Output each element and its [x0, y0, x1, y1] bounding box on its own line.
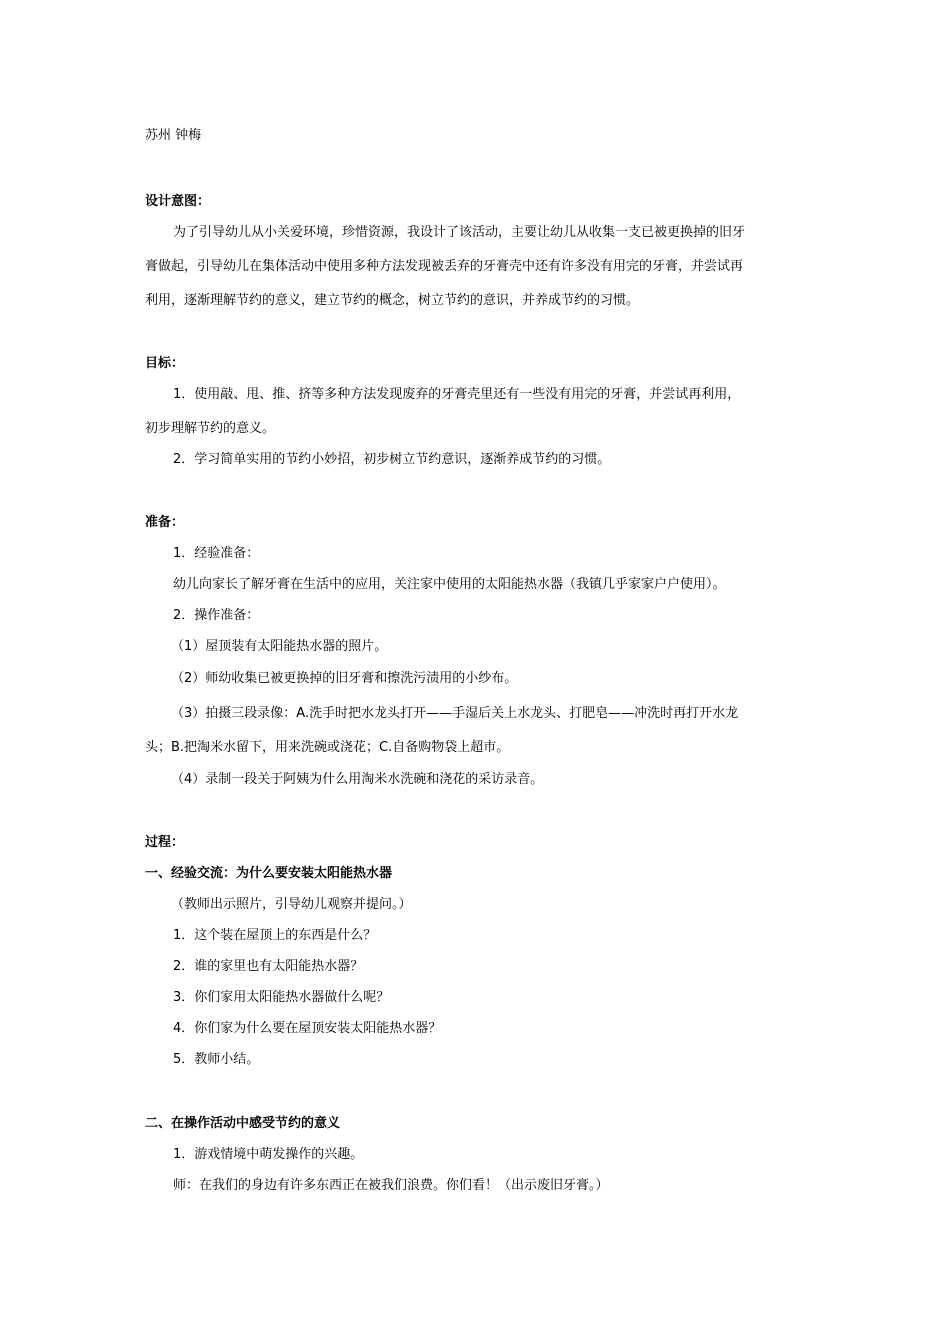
section-2-title: 二、在操作活动中感受节约的意义 [145, 1116, 341, 1131]
design-intent-line-2: 膏做起，引导幼儿在集体活动中使用多种方法发现被丢弃的牙膏壳中还有许多没有用完的牙膏，并尝试再 [145, 259, 744, 274]
preparation-line-6: （3）拍摄三段录像：A.洗手时把水龙头打开——手湿后关上水龙头、打肥皂——冲洗时再打开水龙 [171, 706, 739, 721]
preparation-line-2: 幼儿向家长了解牙膏在生活中的应用，关注家中使用的太阳能热水器（我镇几乎家家户户使用）。 [173, 577, 726, 592]
preparation-line-5: （2）师幼收集已被更换掉的旧牙膏和擦洗污渍用的小纱布。 [171, 671, 518, 686]
section-1-line-6: 5．教师小结。 [173, 1052, 260, 1067]
design-intent-line-3: 利用，逐渐理解节约的意义，建立节约的概念，树立节约的意识，并养成节约的习惯。 [145, 293, 640, 308]
section-1-line-2: 1．这个装在屋顶上的东西是什么？ [173, 928, 377, 943]
goal-line-3: 2．学习简单实用的节约小妙招，初步树立节约意识，逐渐养成节约的习惯。 [173, 452, 611, 467]
design-intent-heading: 设计意图： [145, 194, 211, 209]
preparation-heading: 准备： [145, 515, 185, 530]
preparation-line-1: 1．经验准备： [173, 546, 260, 561]
preparation-line-8: （4）录制一段关于阿姨为什么用淘米水洗碗和浇花的采访录音。 [171, 772, 544, 787]
preparation-line-3: 2．操作准备： [173, 608, 260, 623]
section-2-line-2: 师：在我们的身边有许多东西正在被我们浪费。你们看！（出示废旧牙膏。） [173, 1178, 609, 1193]
design-intent-line-1: 为了引导幼儿从小关爱环境，珍惜资源，我设计了该活动，主要让幼儿从收集一支已被更换掉的旧牙 [173, 225, 746, 240]
section-1-line-1: （教师出示照片，引导幼儿观察并提问。） [171, 897, 412, 912]
section-1-line-4: 3．你们家用太阳能热水器做什么呢？ [173, 990, 390, 1005]
section-1-title: 一、经验交流：为什么要安装太阳能热水器 [145, 866, 393, 881]
section-1-line-3: 2．谁的家里也有太阳能热水器？ [173, 959, 364, 974]
goal-line-1: 1．使用敲、甩、推、挤等多种方法发现废弃的牙膏壳里还有一些没有用完的牙膏，并尝试再利用， [173, 387, 741, 402]
goal-line-2: 初步理解节约的意义。 [145, 421, 276, 436]
author-line: 苏州 钟梅 [145, 128, 202, 143]
preparation-line-4: （1）屋顶装有太阳能热水器的照片。 [171, 639, 388, 654]
section-1-line-5: 4．你们家为什么要在屋顶安装太阳能热水器？ [173, 1021, 442, 1036]
section-2-line-1: 1．游戏情境中萌发操作的兴趣。 [173, 1147, 364, 1162]
goals-heading: 目标： [145, 356, 185, 371]
preparation-line-7: 头；B.把淘米水留下，用来洗碗或浇花；C.自备购物袋上超市。 [145, 740, 510, 755]
process-heading: 过程： [145, 835, 185, 850]
